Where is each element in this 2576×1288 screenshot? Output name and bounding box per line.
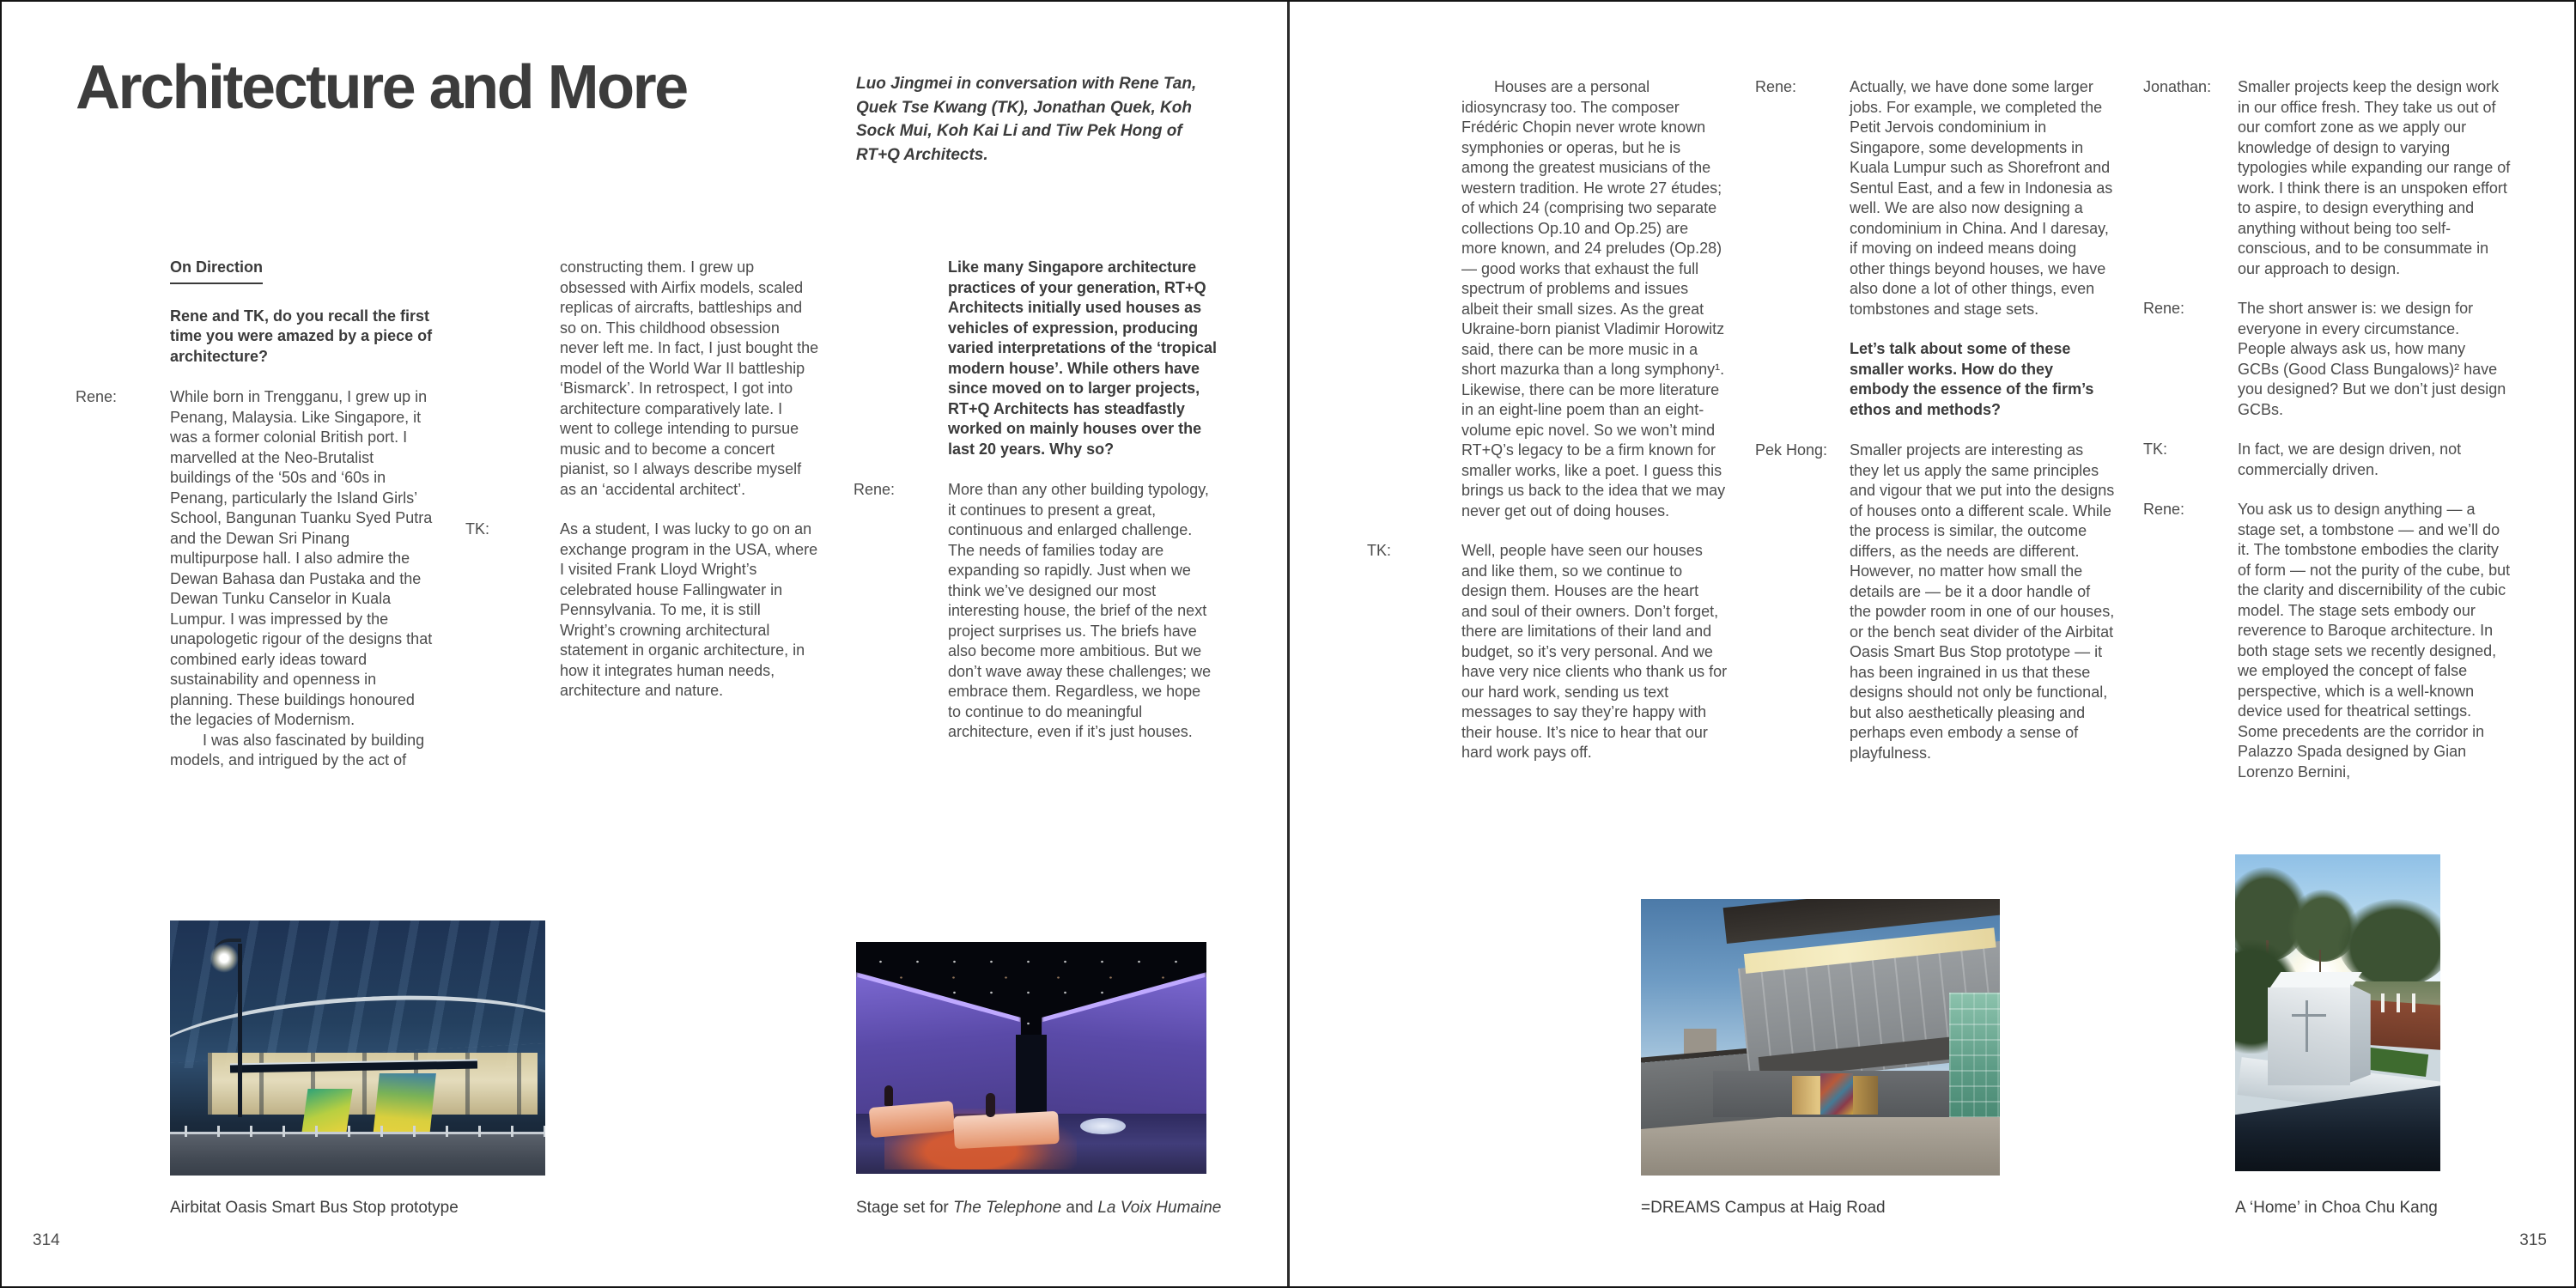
- dialogue-text: [1461, 77, 1728, 521]
- photo-tombstone: [2235, 854, 2440, 1171]
- cross-horizontal: [2292, 1014, 2326, 1017]
- photo-dreams-campus: [1641, 899, 2000, 1176]
- caption-text: Stage set for: [856, 1199, 954, 1217]
- paragraph: Actually, we have done some larger jobs. For example, we completed the Petit Jervois condominium in Singapore, some developments in Kuala Lumpur such as Shorefront and Sentul East, and a few in Indonesia as well. We are also now designing a condominium in China. And I daresay, if moving on indeed means doing other things beyond houses, we have also done a lot of other things, even tombstones and stage sets.: [1850, 78, 2113, 318]
- entrance-mural: [1820, 1073, 1853, 1115]
- left-column-3: [854, 258, 1218, 762]
- dialogue-text: [560, 258, 819, 500]
- page-spine-divider: [1287, 2, 1290, 1288]
- section-heading: [170, 258, 433, 284]
- paragraph: Houses are a personal idiosyncrasy too. The composer Frédéric Chopin never wrote known symphonies or operas, but he is among the greatest musicians of the western tradition. He wrote 27 études; of which 24 (comprising two separate collections Op.10 and Op.25) are more known, and 24 preludes (Op.28) — good works that exhaust the full spectrum of problems and issues albeit their small sizes. As the great Ukraine-born pianist Vladimir Horowitz said, there can be more music in a short mazurka than a long symphony¹. Likewise, there can be more literature in an eight-line poem than an eight-volume epic novel. So we won’t mind RT+Q’s legacy to be a firm known for smaller works, like a poet. I guess this brings us back to the idea that we may never get out of doing houses.: [1461, 78, 1726, 519]
- paragraph: More than any other building typology, it continues to present a great, continuous and enlarged challenge. The needs of families today are expanding so rapidly. Just when we think we’ve designed our most interesting house, the brief of the next project surprises us. The briefs have also become more ambitious. But we don’t wave away these challenges; we embrace them. Regardless, we hope to continue to do meaningful architecture, even if it’s just houses.: [948, 481, 1212, 740]
- dialogue-text: [2238, 299, 2511, 420]
- right-column-3: [2143, 77, 2511, 802]
- speaker-label: TK:: [2143, 440, 2168, 458]
- performer-center: [986, 1093, 995, 1117]
- dialogue-text: [170, 387, 433, 771]
- right-column-2: [1755, 77, 2116, 783]
- dialogue-text: [2238, 500, 2511, 782]
- caption-title-italic: La Voix Humaine: [1097, 1199, 1222, 1217]
- page-number-right: 315: [2519, 1231, 2547, 1249]
- caption-bus-stop: Airbitat Oasis Smart Bus Stop prototype: [170, 1199, 459, 1217]
- paragraph: In fact, we are design driven, not commercially driven.: [2238, 440, 2462, 478]
- stage-bed-center: [953, 1111, 1060, 1149]
- paragraph: Smaller projects keep the design work in our office fresh. They take us out of our comfort zone as we apply our knowledge of design to varying typologies while expanding our range of work. I think there is an unspoken effort to aspire, to design everything and anything without being too self-conscious, and to be consummate in our approach to design.: [2238, 78, 2511, 277]
- interview-question-1: Rene and TK, do you recall the first time you were amazed by a piece of architecture?: [170, 307, 433, 365]
- paragraph: Smaller projects are interesting as they let us apply the same principles and vigour that we put into the designs of houses onto a different scale. While the process is similar, the outcome differs, as the needs are different. However, no matter how small the details are — be it a door handle of the powder room in one of our houses, or the bench seat divider of the Airbitat Oasis Smart Bus Stop prototype — it has been ingrained in us that these designs should not only be functional, but also aesthetically pleasing and perhaps even embody a sense of playfulness.: [1850, 441, 2115, 762]
- tombstone-cube: [2268, 987, 2350, 1085]
- section-heading-text: On Direction: [170, 258, 263, 284]
- photo-stage-set: [856, 942, 1206, 1174]
- dialogue-entry: [1367, 541, 1728, 763]
- interview-question-2: Like many Singapore architecture practices of your generation, RT+Q Architects initially used houses as vehicles of expression, producing varied interpretations of the ‘tropical modern house’. While others have since moved on to larger projects, RT+Q Architects has steadfastly worked on mainly houses over the last 20 years. Why so?: [948, 258, 1218, 458]
- dialogue-entry: [2143, 77, 2511, 279]
- street-lamp-glow: [210, 944, 239, 973]
- dialogue-text: [1850, 440, 2116, 763]
- paragraph: Well, people have seen our houses and like them, so we continue to design them. Houses are the heart and soul of their owners. Don’t forget, there are limitations of their land and budget, so it’s very personal. And we have very nice clients who thank us for our hard work, sending us text messages to say they’re happy with their house. It’s nice to hear that our hard work pays off.: [1461, 542, 1728, 761]
- left-column-2: [465, 258, 819, 721]
- paragraph: While born in Trengganu, I grew up in Penang, Malaysia. Like Singapore, it was a former colonial British port. I marvelled at the Neo-Brutalist buildings of the ‘50s and ‘60s in Penang, particularly the Island Girls’ School, Bangunan Tuanku Syed Putra and the Dewan Sri Pinang multipurpose hall. I also admire the Dewan Bahasa dan Pustaka and the Dewan Tunku Canselor in Kuala Lumpur. I was impressed by the unapologetic rigour of the designs that combined early ideas toward sustainability and openness in planning. These buildings honoured the legacies of Modernism.: [170, 388, 433, 728]
- dialogue-entry: [465, 519, 819, 702]
- performer-left: [884, 1085, 893, 1106]
- caption-stage-set: [856, 1199, 1221, 1218]
- dialogue-entry: [1367, 77, 1728, 521]
- dialogue-entry: [465, 258, 819, 500]
- dialogue-text: [2238, 77, 2511, 279]
- green-glass-stairwell: [1949, 993, 2000, 1117]
- street-lamp-pole: [238, 944, 242, 1117]
- paragraph: I was also fascinated by building models, and intrigued by the act of: [170, 731, 425, 769]
- dialogue-entry: [1755, 77, 2116, 319]
- left-column-1: [76, 258, 433, 791]
- page-title: Architecture and More: [76, 53, 687, 122]
- paragraph: constructing them. I grew up obsessed with Airfix models, scaled replicas of aircrafts, battleships and so on. This childhood obsession never left me. In fact, I just bought the model of the World War II battleship ‘Bismarck’. In retrospect, I got into architecture comparatively late. I went to college intending to pursue music and to become a concert pianist, so I always describe myself as an ‘accidental architect’.: [560, 258, 819, 498]
- intro-paragraph: Luo Jingmei in conversation with Rene Tan, Quek Tse Kwang (TK), Jonathan Quek, Koh Sock Mui, Koh Kai Li and Tiw Pek Hong of RT+Q Architects.: [856, 75, 1197, 164]
- dialogue-entry: [76, 387, 433, 771]
- caption-text: and: [1061, 1199, 1098, 1217]
- paragraph: You ask us to design anything — a stage set, a tombstone — and we’ll do it. The tombstone embodies the clarity of form — not the purity of the cube, but the clarity and discernibility of the cubic model. The stage sets embody our reverence to Baroque architecture. In both stage sets we recently designed, we employed the concept of false perspective, which is a well-known device used for theatrical settings. Some precedents are the corridor in Palazzo Spada designed by Gian Lorenzo Bernini,: [2238, 501, 2511, 781]
- speaker-label: [465, 258, 560, 500]
- right-column-1: [1367, 77, 1728, 783]
- speaker-label: Pek Hong:: [1755, 441, 1828, 459]
- bollards: [185, 1126, 545, 1137]
- road: [170, 1134, 545, 1176]
- speaker-label: Jonathan:: [2143, 78, 2212, 95]
- interview-question-3: Let’s talk about some of these smaller works. How do they embody the essence of the firm’s ethos and methods?: [1850, 340, 2094, 418]
- paragraph: As a student, I was lucky to go on an exchange program in the USA, where I visited Frank Lloyd Wright’s celebrated house Fallingwater in Pennsylvania. To me, it is still Wright’s crowning architectural statement in organic architecture, in how it integrates human needs, architecture and nature.: [560, 520, 818, 699]
- speaker-label: TK:: [465, 520, 490, 538]
- white-cloth: [1080, 1118, 1126, 1134]
- speaker-label: Rene:: [2143, 501, 2185, 518]
- dialogue-text: [560, 519, 819, 702]
- cross-vertical: [2306, 1000, 2308, 1052]
- dialogue-entry: [2143, 299, 2511, 420]
- tombstone-side-face: [2350, 984, 2371, 1082]
- dialogue-entry: [2143, 440, 2511, 480]
- speaker-label: Rene:: [854, 481, 896, 498]
- caption-title-italic: The Telephone: [953, 1199, 1062, 1217]
- page-number-left: 314: [33, 1231, 60, 1249]
- dialogue-text: [1850, 77, 2116, 319]
- speaker-label: [1367, 77, 1461, 521]
- dialogue-entry: [1755, 440, 2116, 763]
- caption-tombstone: A ‘Home’ in Choa Chu Kang: [2235, 1199, 2438, 1217]
- paragraph: The short answer is: we design for everyone in every circumstance. People always ask us, how many GCBs (Good Class Bungalows)² have you designed? But we don’t just design GCBs.: [2238, 300, 2506, 418]
- speaker-label: Rene:: [2143, 300, 2185, 317]
- dialogue-text: [1461, 541, 1728, 763]
- dialogue-entry: [2143, 500, 2511, 782]
- dialogue-text: [948, 480, 1218, 743]
- dialogue-text: [2238, 440, 2511, 480]
- dialogue-entry: [854, 480, 1218, 743]
- caption-dreams-campus: =DREAMS Campus at Haig Road: [1641, 1199, 1886, 1217]
- photo-airbitat-bus-stop: [170, 920, 545, 1176]
- speaker-label: TK:: [1367, 542, 1392, 559]
- speaker-label: Rene:: [1755, 78, 1797, 95]
- speaker-label: Rene:: [76, 388, 118, 405]
